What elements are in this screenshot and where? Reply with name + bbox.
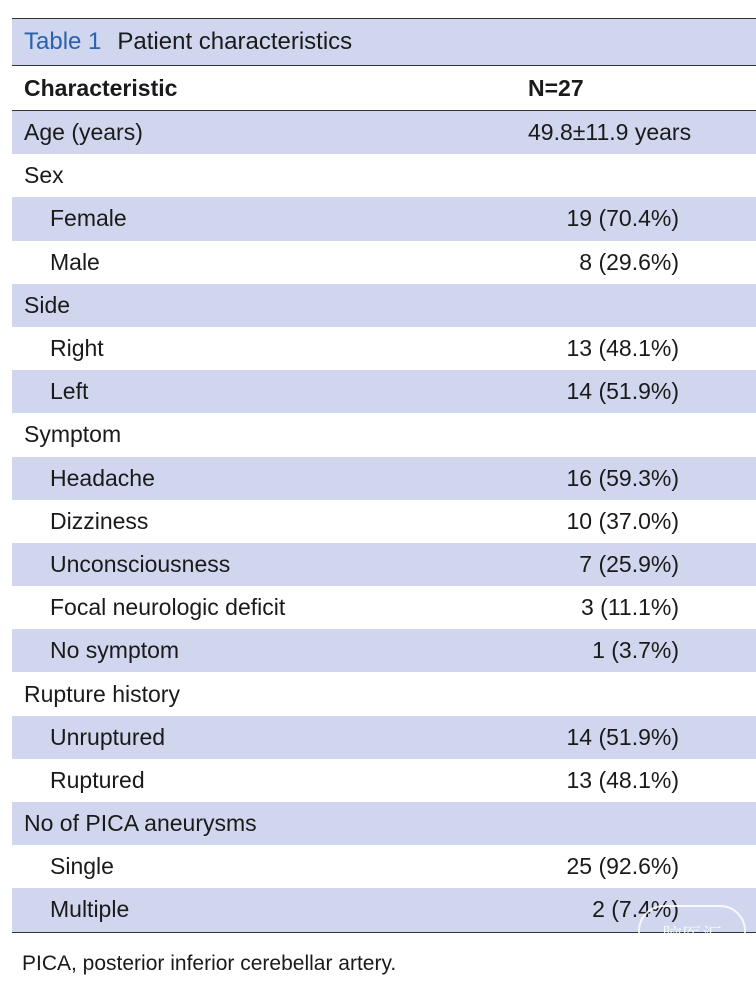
row-label: Female <box>50 205 127 232</box>
table-row <box>12 500 756 543</box>
row-value: 25 (92.6%) <box>566 853 679 880</box>
table-row <box>12 327 756 370</box>
table-header-row <box>12 65 756 111</box>
row-label: Ruptured <box>50 766 145 793</box>
watermark-logo <box>638 905 746 961</box>
table-row <box>12 197 756 240</box>
row-label: Unruptured <box>50 723 166 750</box>
row-label: No of PICA aneurysms <box>24 810 257 837</box>
table-body <box>12 111 756 932</box>
row-value: 16 (59.3%) <box>566 464 679 491</box>
patient-characteristics-table <box>12 18 756 933</box>
row-label: Multiple <box>50 896 130 923</box>
row-value: 13 (48.1%) <box>566 335 679 362</box>
table-row <box>12 802 756 845</box>
table-title-bar <box>12 18 756 65</box>
table-row <box>12 716 756 759</box>
table-row <box>12 845 756 888</box>
row-label: Age (years) <box>24 119 143 146</box>
row-label: Side <box>24 291 71 318</box>
row-value: 8 (29.6%) <box>579 248 679 275</box>
row-label: Right <box>50 335 104 362</box>
row-label: Unconsciousness <box>50 550 231 577</box>
row-label: Headache <box>50 464 155 491</box>
row-value: 3 (11.1%) <box>580 594 679 621</box>
row-value: 13 (48.1%) <box>566 766 679 793</box>
row-label: Dizziness <box>50 507 149 534</box>
row-value: 1 (3.7%) <box>592 637 679 664</box>
row-label: Focal neurologic deficit <box>50 594 286 621</box>
row-value: 14 (51.9%) <box>566 723 679 750</box>
row-value: 14 (51.9%) <box>566 378 679 405</box>
table-row <box>12 586 756 629</box>
table-title: Patient characteristics <box>117 28 353 55</box>
table-number: Table 1 <box>24 28 102 55</box>
row-value: 49.8±11.9 years <box>528 119 692 146</box>
row-value: 2 (7.4%) <box>592 896 679 923</box>
header-characteristic: Characteristic <box>24 74 178 101</box>
table-row <box>12 629 756 672</box>
table-row <box>12 457 756 500</box>
table-row <box>12 111 756 154</box>
row-label: Male <box>50 248 100 275</box>
row-label: Single <box>50 853 114 880</box>
row-value: 10 (37.0%) <box>566 507 679 534</box>
row-label: Sex <box>24 162 64 189</box>
row-value: 7 (25.9%) <box>579 550 679 577</box>
table-footnote: PICA, posterior inferior cerebellar artery. <box>22 952 397 975</box>
table-row <box>12 759 756 802</box>
row-label: Left <box>50 378 89 405</box>
row-label: Symptom <box>24 421 122 448</box>
table-row <box>12 284 756 327</box>
table-row <box>12 154 756 197</box>
watermark-text: 脑医汇 <box>662 922 722 947</box>
row-value: 19 (70.4%) <box>566 205 679 232</box>
header-n: N=27 <box>528 74 584 101</box>
table-row <box>12 241 756 284</box>
row-label: No symptom <box>50 637 180 664</box>
table-row <box>12 370 756 413</box>
row-label: Rupture history <box>24 680 180 707</box>
table-row <box>12 672 756 715</box>
table-row <box>12 543 756 586</box>
table-row <box>12 413 756 456</box>
